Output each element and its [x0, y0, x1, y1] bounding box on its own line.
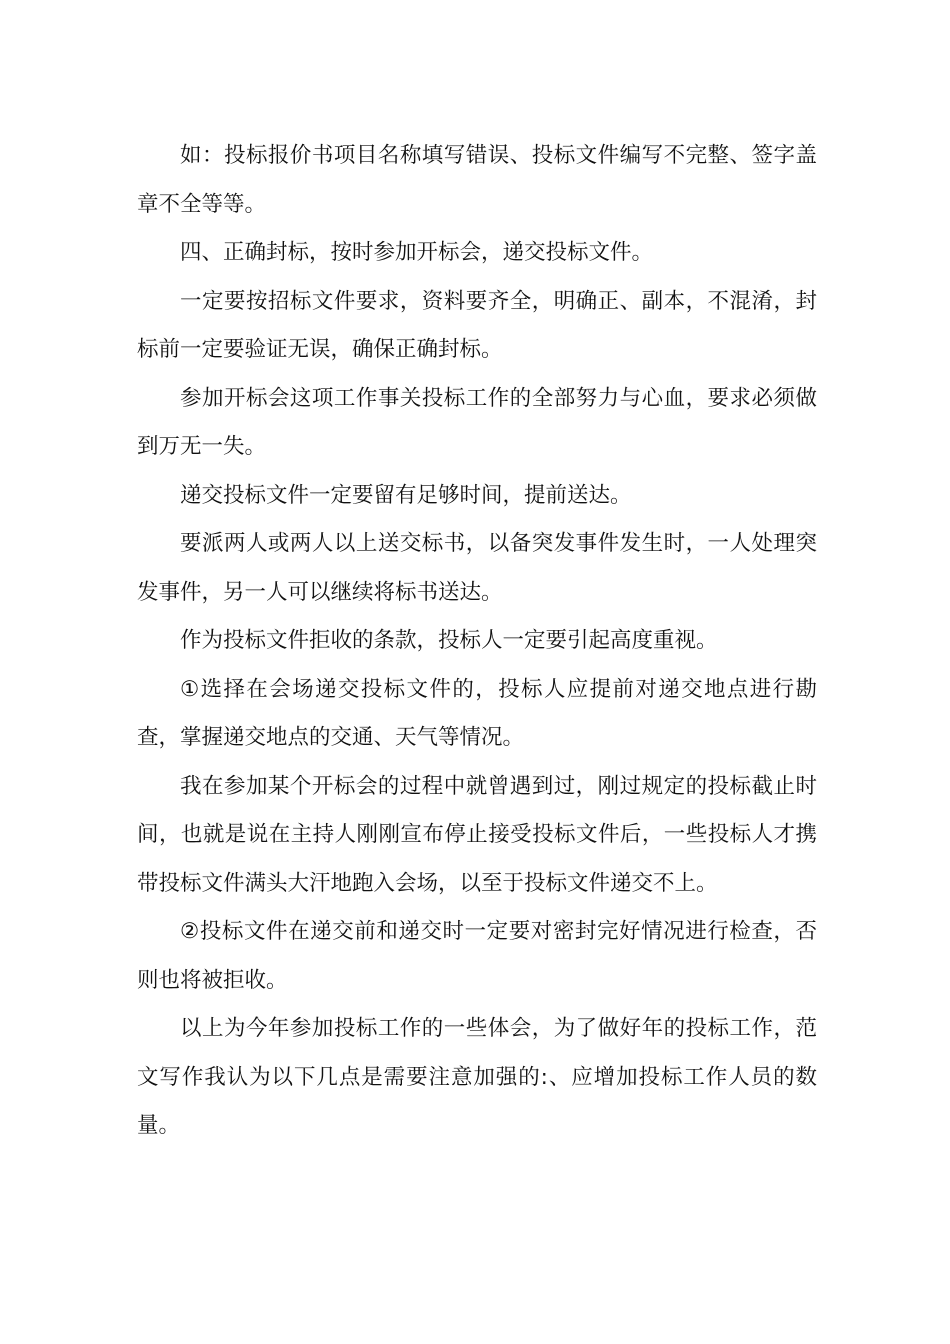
paragraph: 要派两人或两人以上送交标书，以备突发事件发生时，一人处理突发事件，另一人可以继续将标书送达。 — [137, 531, 817, 605]
document-body — [137, 132, 817, 1151]
paragraph: 以上为今年参加投标工作的一些体会，为了做好年的投标工作，范文写作我认为以下几点是需要注意加强的:、应增加投标工作人员的数量。 — [137, 1016, 817, 1138]
paragraph: 我在参加某个开标会的过程中就曾遇到过，刚过规定的投标截止时间，也就是说在主持人刚刚宣布停止接受投标文件后，一些投标人才携带投标文件满头大汗地跑入会场，以至于投标文件递交不上。 — [137, 773, 817, 896]
list-item: ②投标文件在递交前和递交时一定要对密封完好情况进行检查，否则也将被拒收。 — [137, 919, 817, 993]
paragraph: 如：投标报价书项目名称填写错误、投标文件编写不完整、签字盖章不全等等。 — [137, 143, 817, 217]
paragraph: 递交投标文件一定要留有足够时间，提前送达。 — [180, 482, 632, 508]
paragraph: 参加开标会这项工作事关投标工作的全部努力与心血，要求必须做到万无一失。 — [137, 385, 817, 459]
section-heading: 四、正确封标，按时参加开标会，递交投标文件。 — [180, 240, 654, 265]
paragraph: 作为投标文件拒收的条款，投标人一定要引起高度重视。 — [180, 628, 718, 653]
paragraph: 一定要按招标文件要求，资料要齐全，明确正、副本，不混淆，封标前一定要验证无误，确保正确封标。 — [137, 288, 817, 362]
list-item: ①选择在会场递交投标文件的，投标人应提前对递交地点进行勘查，掌握递交地点的交通、天气等情况。 — [137, 676, 817, 750]
